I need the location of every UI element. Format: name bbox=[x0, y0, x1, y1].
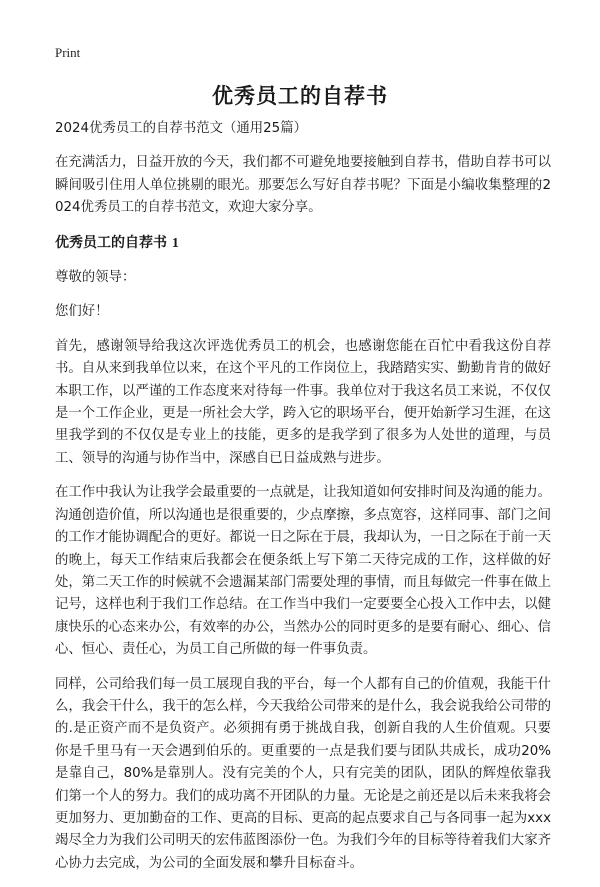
body-paragraph-3: 同样，公司给我们每一员工展现自我的平台，每一个人都有自己的价值观，我能干什么，我会干什么，我干的怎么样，今天我给公司带来的是什么，我会说我给公司带的的.是正资产而不是负资产。必须拥有勇于挑战自我，创新自我的人生价值观。只要你是千里马有一天会遇到伯乐的。更重要的一点是我们要与团队共成长，成功20%是靠自己，80%是靠别人。没有完美的个人，只有完美的团队，团队的辉煌依靠我们第一个人的努力。我们的成功离不开团队的力量。无论是之前还是以后未来我将会更加努力、更加勤奋的工作、更高的目标、更高的起点要求自己与各同事一起为xxx竭尽全力为我们公司明天的宏伟蓝图添份一色。为我们今年的目标等待着我们大家齐心协力去完成，为公司的全面发展和攀升目标奋斗。 bbox=[55, 676, 551, 871]
section-heading-number: 1 bbox=[171, 235, 179, 251]
section-heading bbox=[55, 232, 551, 255]
print-link[interactable]: Print bbox=[55, 45, 81, 60]
salutation: 尊敬的领导： bbox=[55, 270, 136, 286]
greeting: 您们好！ bbox=[55, 304, 109, 320]
article-subtitle: 2024优秀员工的自荐书范文（通用25篇） bbox=[55, 121, 307, 136]
intro-paragraph: 在充满活力，日益开放的今天，我们都不可避免地要接触到自荐书，借助自荐书可以瞬间吸引住用人单位挑剔的眼光。那要怎么写好自荐书呢？下面是小编收集整理的2024优秀员工的自荐书范文，欢迎大家分享。 bbox=[55, 155, 551, 216]
article-body bbox=[55, 118, 551, 887]
body-paragraph-1: 首先，感谢领导给我这次评选优秀员工的机会，也感谢您能在百忙中看我这份自荐书。自从来到我单位以来，在这个平凡的工作岗位上，我踏踏实实、勤勤肯肯的做好本职工作，以严谨的工作态度来对待每一件事。我单位对于我这名员工来说，不仅仅是一个工作企业，更是一所社会大学，跨入它的职场平台，便开始新学习生涯，在这里我学到的不仅仅是专业上的技能，更多的是我学到了很多为人处世的道理，与员工、领导的沟通与协作当中，深感自已日益成熟与进步。 bbox=[55, 338, 551, 466]
page-title: 优秀员工的自荐书 bbox=[212, 84, 388, 108]
section-heading-text: 优秀员工的自荐书 bbox=[55, 234, 167, 251]
body-paragraph-2: 在工作中我认为让我学会最重要的一点就是，让我知道如何安排时间及沟通的能力。沟通创造价值，所以沟通也是很重要的，少点摩擦，多点宽容，这样同事、部门之间的工作才能协调配合的更好。都说一日之际在于晨，我却认为，一日之际在于前一天的晚上，每天工作结束后我都会在便条纸上写下第二天待完成的工作，这样做的好处，第二天工作的时候就不会遗漏某部门需要处理的事情，而且每做完一件事在做上记号，这样也利于我们工作总结。在工作当中我们一定要要全心投入工作中去，以健康快乐的心态来办公，有效率的办公，当然办公的同时更多的是要有耐心、细心、信心、恒心、责任心，为员工自己所做的每一件事负责。 bbox=[55, 485, 551, 658]
